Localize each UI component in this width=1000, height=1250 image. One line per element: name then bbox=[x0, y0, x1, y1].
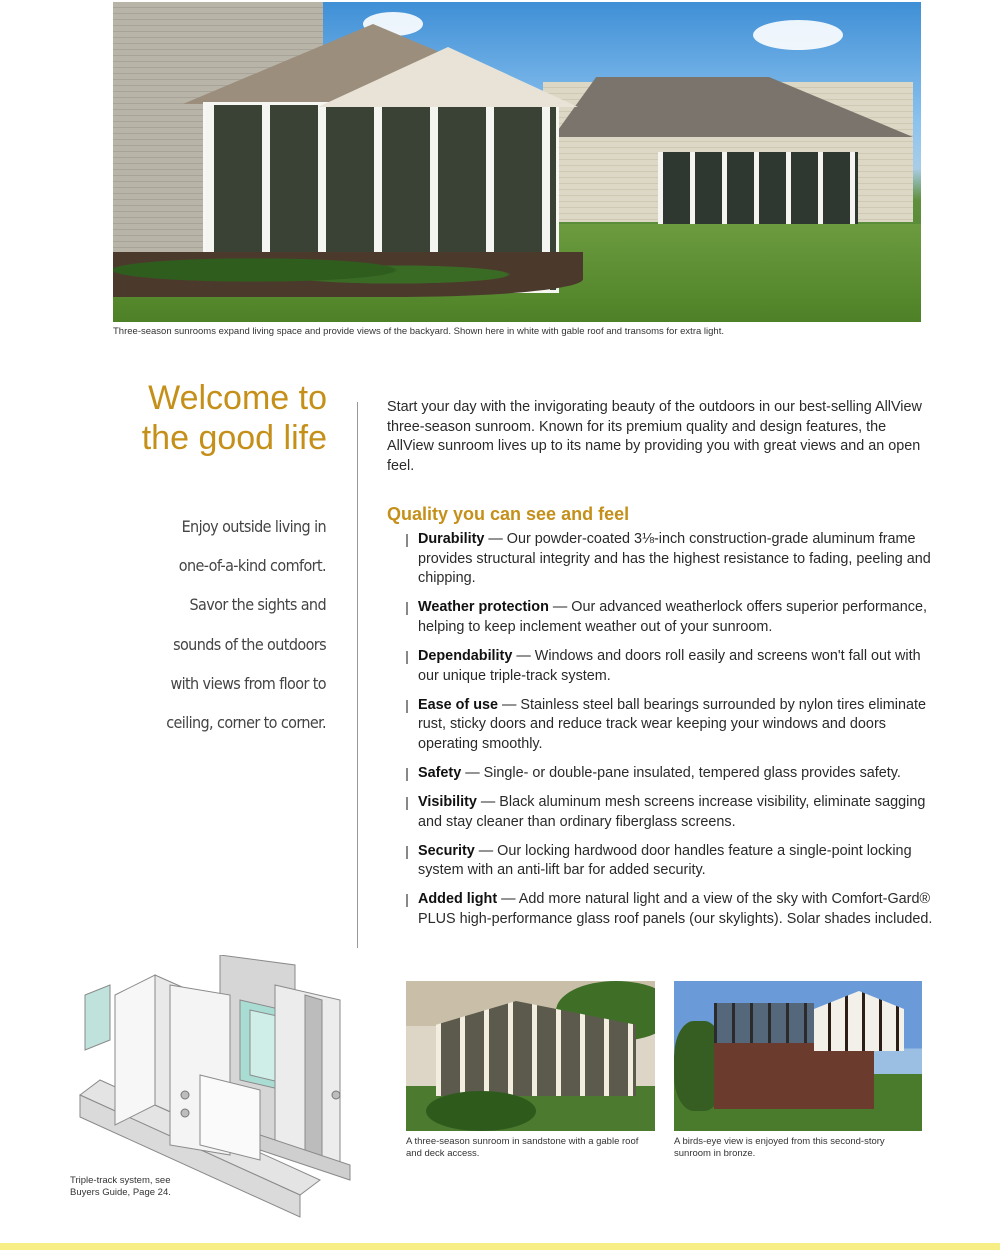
quality-heading: Quality you can see and feel bbox=[387, 504, 630, 524]
feature-item bbox=[404, 793, 934, 832]
bronze-sunroom-photo bbox=[674, 981, 922, 1131]
feature-title: Ease of use bbox=[418, 696, 498, 713]
feature-title: Durability bbox=[418, 531, 485, 547]
feature-title: Visibility bbox=[418, 794, 477, 811]
feature-title: Added light bbox=[418, 891, 498, 908]
title-line-1: Welcome to bbox=[148, 379, 327, 417]
feature-text: — Our advanced weatherlock offers superior performance, helping to keep inclement weather out of your sunroom. bbox=[418, 599, 927, 635]
feature-text: — Stainless steel ball bearings surrounded by nylon tires eliminate rust, sticky doors and reduce track wear keeping your windows and doors operating smoothly. bbox=[418, 696, 926, 752]
feature-text: — Our powder-coated 3⅛-inch construction-grade aluminum frame provides structural integrity and has the highest resistance to fading, peeling and chipping. bbox=[418, 531, 931, 587]
feature-text: — Windows and doors roll easily and screens won't fall out with our unique triple-track system. bbox=[418, 647, 921, 684]
title-line-2: the good life bbox=[141, 419, 327, 457]
intro-left-line: Enjoy outside living in bbox=[181, 517, 326, 536]
feature-item bbox=[404, 764, 934, 784]
feature-item bbox=[404, 890, 934, 929]
photo-caption: A birds-eye view is enjoyed from this second-story sunroom in bronze. bbox=[674, 1136, 885, 1159]
sandstone-sunroom-photo bbox=[406, 981, 655, 1131]
feature-text: — Black aluminum mesh screens increase visibility, eliminate sagging and stay cleaner than ordinary fiberglass screens. bbox=[418, 794, 926, 830]
intro-left-line: sounds of the outdoors bbox=[173, 634, 326, 654]
feature-text: — Add more natural light and a view of the sky with Comfort-Gard® PLUS high-performance glass roof panels (our skylights). Solar shades included. bbox=[418, 891, 933, 927]
feature-list bbox=[404, 530, 934, 939]
feature-item bbox=[404, 647, 934, 686]
page-title bbox=[60, 378, 327, 458]
footer-bar bbox=[0, 1243, 1000, 1250]
intro-left-line: Savor the sights and bbox=[189, 595, 326, 615]
feature-title: Dependability bbox=[418, 647, 513, 664]
feature-item bbox=[404, 598, 934, 637]
intro-paragraph: Start your day with the invigorating beauty of the outdoors in our best-selling AllView three-season sunroom. Known for its premium quality and design features, the AllView sunroom lives up to its name by providing you with great views and an open feel. bbox=[387, 399, 922, 474]
hero-photo bbox=[113, 2, 921, 322]
feature-title: Security bbox=[418, 842, 475, 859]
feature-text: — Single- or double-pane insulated, tempered glass provides safety. bbox=[461, 764, 901, 781]
feature-item bbox=[404, 696, 934, 755]
intro-left-line: one-of-a-kind comfort. bbox=[178, 556, 326, 576]
intro-left-text bbox=[100, 507, 326, 742]
intro-left-line: ceiling, corner to corner. bbox=[166, 713, 326, 733]
photo-caption: A three-season sunroom in sandstone with a gable roof and deck access. bbox=[406, 1136, 639, 1159]
hero-caption: Three-season sunrooms expand living space and provide views of the backyard. Shown here in white with gable roof and transoms for extra light. bbox=[113, 326, 724, 337]
feature-text: — Our locking hardwood door handles feature a single-point locking system with an anti-lift bar for added security. bbox=[418, 842, 912, 879]
feature-title: Safety bbox=[418, 764, 462, 781]
feature-item bbox=[404, 842, 934, 881]
intro-left-line: with views from floor to bbox=[170, 673, 326, 693]
feature-item bbox=[404, 530, 934, 589]
column-divider bbox=[357, 402, 358, 948]
track-caption: Triple-track system, see Buyers Guide, Page 24. bbox=[70, 1175, 171, 1198]
feature-title: Weather protection bbox=[418, 599, 549, 616]
